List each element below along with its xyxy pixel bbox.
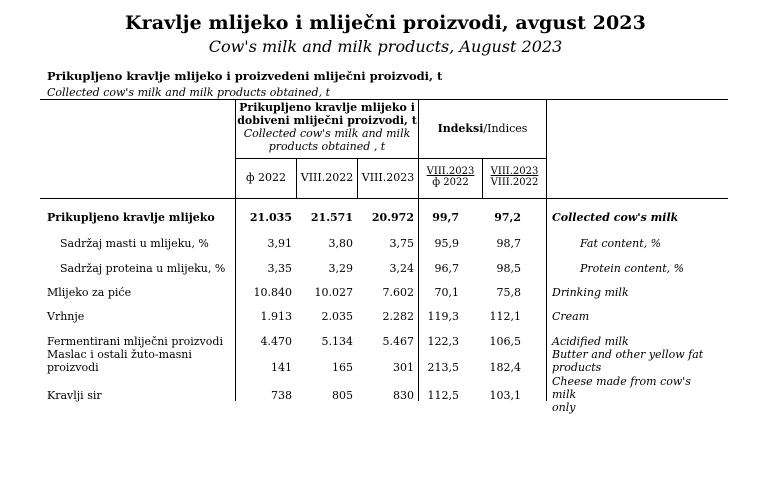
row-label-en: Fat content, % — [580, 237, 662, 250]
cell-value: 21.571 — [310, 211, 353, 224]
cell-value: 20.972 — [371, 211, 414, 224]
cell-index: 99,7 — [432, 211, 459, 224]
indices-label: Indeksi — [437, 122, 484, 135]
row-label-en — [552, 348, 712, 374]
col-divider — [418, 99, 419, 401]
col-divider — [546, 99, 547, 401]
cell-index: 98,5 — [496, 262, 521, 275]
row-label: Sadržaj masti u mlijeku, % — [60, 237, 209, 250]
cell-value: 3,35 — [267, 262, 292, 275]
col-header-aug-2023: VIII.2023 — [361, 171, 415, 184]
group-header-en-line1: Collected cow's milk and milk — [243, 127, 411, 140]
cell-index: 97,2 — [494, 211, 521, 224]
row-label-en: Protein content, % — [580, 262, 685, 275]
cell-index: 75,8 — [496, 286, 521, 299]
row-label: Sadržaj proteina u mlijeku, % — [60, 262, 226, 275]
row-label: Fermentirani mliječni proizvodi — [47, 335, 223, 348]
cell-value: 21.035 — [249, 211, 292, 224]
cell-value: 301 — [393, 361, 414, 374]
col-header-aug-2022: VIII.2022 — [300, 171, 354, 184]
row-label-en — [552, 375, 712, 414]
cell-value: 738 — [271, 389, 292, 402]
row-label-line1: Maslac i ostali žuto-masni — [47, 348, 192, 361]
row-label: Mlijeko za piće — [47, 286, 132, 299]
cell-value: 10.027 — [314, 286, 353, 299]
row-label: Vrhnje — [47, 310, 85, 323]
cell-index: 112,5 — [427, 389, 459, 402]
row-label: Kravlji sir — [47, 389, 102, 402]
cell-value: 4.470 — [260, 335, 292, 348]
col-header-index2 — [483, 166, 546, 188]
col-header-avg-2022: ф 2022 — [245, 171, 287, 184]
cell-value: 3,29 — [328, 262, 353, 275]
cell-index: 103,1 — [489, 389, 521, 402]
cell-value: 165 — [332, 361, 353, 374]
row-label-en-line2: only — [552, 401, 576, 414]
cell-value: 2.282 — [382, 310, 414, 323]
row-label-en: Collected cow's milk — [552, 211, 679, 224]
cell-value: 5.467 — [382, 335, 414, 348]
header-mid-rule — [235, 158, 546, 159]
col-header-index1 — [419, 166, 482, 188]
page-title: Kravlje mlijeko i mliječni proizvodi, avgust 2023 — [125, 12, 646, 34]
row-label-en-line2: products — [552, 361, 602, 374]
row-label-en: Cream — [552, 310, 590, 323]
cell-value: 3,75 — [389, 237, 414, 250]
row-label — [47, 348, 192, 374]
page-subtitle: Cow's milk and milk products, August 2023 — [208, 37, 563, 56]
cell-value: 3,91 — [267, 237, 292, 250]
group-header-line2: dobiveni mliječni proizvodi, t — [237, 114, 417, 127]
cell-value: 7.602 — [382, 286, 414, 299]
cell-index: 119,3 — [427, 310, 459, 323]
group-header-values — [236, 101, 418, 153]
row-label: Prikupljeno kravlje mlijeko — [47, 211, 215, 224]
cell-value: 1.913 — [260, 310, 292, 323]
row-label-en-line1: Butter and other yellow fat — [552, 348, 704, 361]
cell-value: 2.035 — [321, 310, 353, 323]
index2-denominator: VIII.2022 — [490, 177, 539, 188]
row-label-en: Acidified milk — [552, 335, 629, 348]
cell-index: 96,7 — [434, 262, 459, 275]
group-header-en-line2: products obtained , t — [268, 140, 386, 153]
indices-label-en: /Indices — [483, 122, 528, 135]
cell-index: 182,4 — [489, 361, 521, 374]
table-top-rule — [40, 99, 728, 100]
table-subtitle: Collected cow's milk and milk products obtained, t — [47, 86, 330, 99]
cell-index: 98,7 — [496, 237, 521, 250]
cell-value: 805 — [332, 389, 353, 402]
cell-index: 106,5 — [489, 335, 521, 348]
cell-index: 112,1 — [489, 310, 521, 323]
group-header-line1: Prikupljeno kravlje mlijeko i — [239, 101, 415, 114]
cell-value: 10.840 — [253, 286, 292, 299]
cell-index: 70,1 — [434, 286, 459, 299]
index2-numerator: VIII.2023 — [490, 166, 539, 177]
group-header-indices — [419, 122, 546, 135]
index1-denominator: ф 2022 — [432, 177, 469, 188]
index1-numerator: VIII.2023 — [426, 166, 475, 177]
cell-index: 213,5 — [427, 361, 459, 374]
cell-index: 122,3 — [427, 335, 459, 348]
row-label-en: Drinking milk — [552, 286, 629, 299]
cell-value: 3,80 — [328, 237, 353, 250]
row-label-en-line1: Cheese made from cow's milk — [552, 375, 691, 401]
table-title: Prikupljeno kravlje mlijeko i proizvedeni mliječni proizvodi, t — [47, 69, 443, 83]
row-label-line2: proizvodi — [47, 361, 99, 374]
cell-value: 5.134 — [321, 335, 353, 348]
cell-value: 141 — [271, 361, 292, 374]
cell-value: 3,24 — [389, 262, 414, 275]
cell-value: 830 — [393, 389, 414, 402]
cell-index: 95,9 — [434, 237, 459, 250]
header-bottom-rule — [40, 198, 728, 199]
